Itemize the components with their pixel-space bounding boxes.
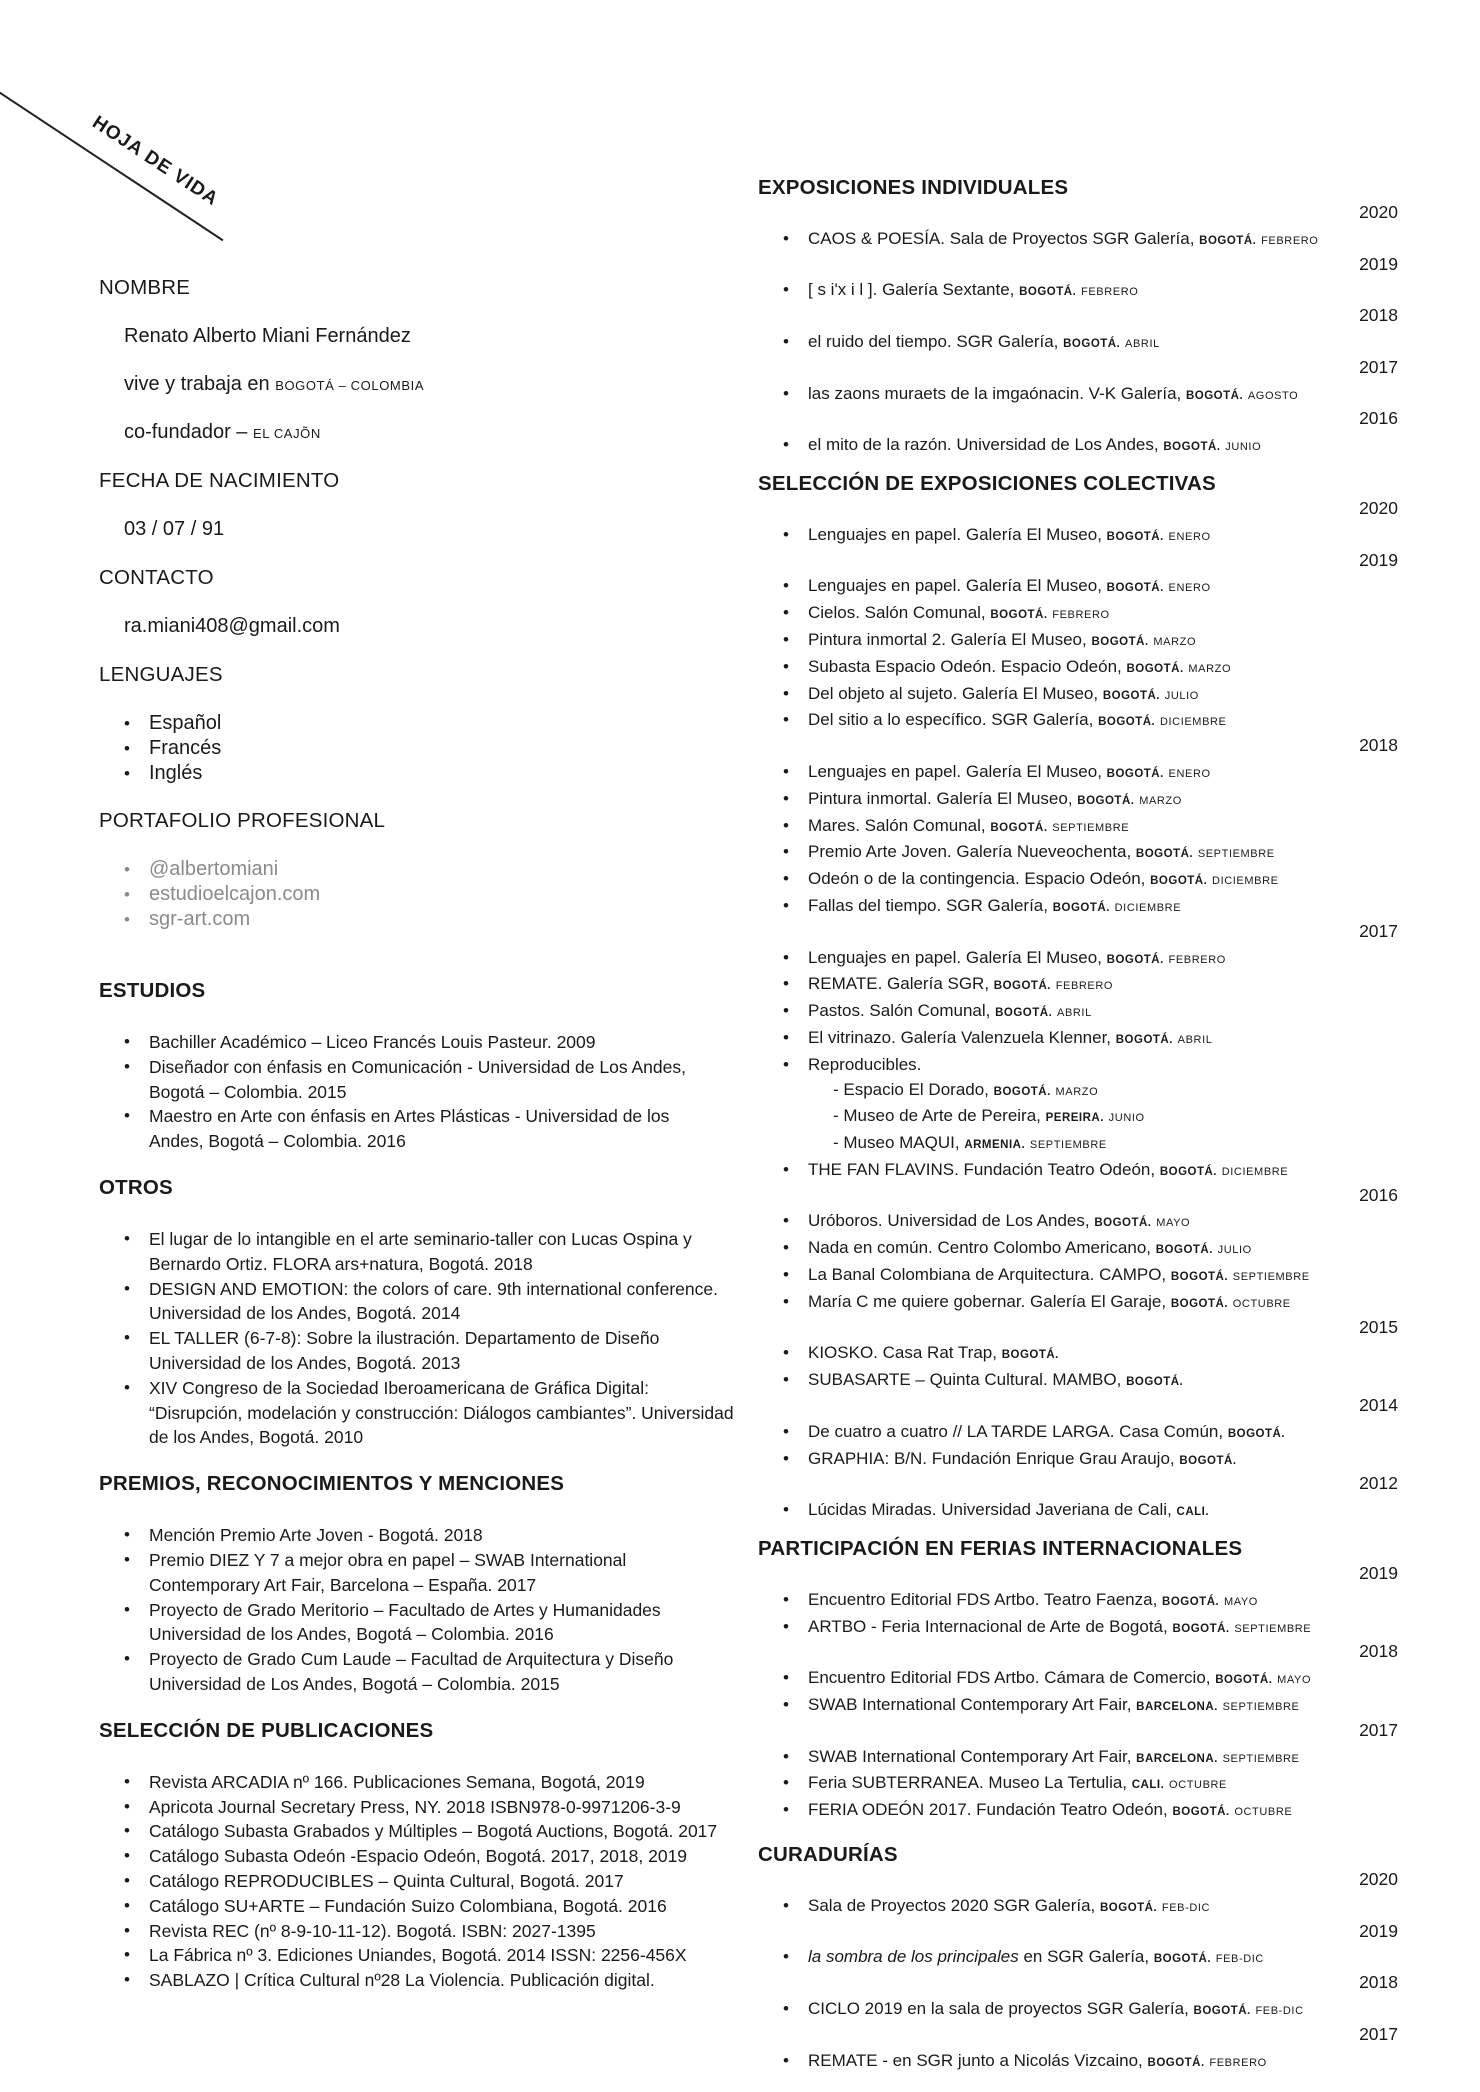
year-label: 2019	[1359, 549, 1398, 570]
year-label-row	[758, 1972, 1398, 1997]
list-item: • XIV Congreso de la Sociedad Iberoamericana de Gráfica Digital: “Disrupción, modelación y construcción: Diálogos cambiantes”. Universidad de los Andes, Bogotá. 2010	[99, 1376, 739, 1450]
year-label-row	[758, 550, 1398, 575]
list-item	[758, 760, 1398, 787]
entry-text: GRAPHIA: B/N. Fundación Enrique Grau Araujo,	[808, 1448, 1180, 1468]
entry-month: ABRIL	[1057, 1007, 1092, 1020]
entry-text: Mares. Salón Comunal,	[808, 815, 991, 835]
entry-month: ENERO	[1168, 767, 1211, 780]
list-item	[758, 972, 1398, 999]
list-item	[758, 840, 1398, 867]
year-label-row	[758, 1869, 1398, 1894]
list-item: • SABLAZO | Crítica Cultural nº28 La Violencia. Publicación digital.	[99, 1968, 749, 1993]
list-item	[758, 1209, 1398, 1236]
entry-text: Lúcidas Miradas. Universidad Javeriana de Cali,	[808, 1500, 1177, 1520]
estudios-heading: ESTUDIOS	[99, 979, 206, 1002]
list-item	[758, 894, 1398, 921]
entry-city: BARCELONA.	[1136, 1752, 1218, 1765]
entry-text: REMATE - en SGR junto a Nicolás Vizcaino,	[808, 2050, 1148, 2070]
list-item	[758, 382, 1398, 409]
portfolio-link[interactable]: • sgr-art.com	[99, 907, 749, 932]
entry-text: Subasta Espacio Odeón. Espacio Odeón,	[808, 656, 1127, 676]
residence	[124, 373, 749, 396]
entry-month: MAYO	[1156, 1217, 1191, 1230]
list-item: • Francés	[99, 736, 749, 761]
year-label-row	[758, 1641, 1398, 1666]
list-item	[758, 601, 1398, 628]
entry-city: BOGOTÁ.	[1001, 1349, 1059, 1362]
entry-city: BOGOTÁ.	[1215, 1674, 1273, 1687]
entry-month: FEBRERO	[1261, 234, 1319, 247]
entry-month: FEBRERO	[1081, 286, 1139, 299]
publicaciones-heading: SELECCIÓN DE PUBLICACIONES	[99, 1718, 434, 1742]
entry-month: SEPTIEMBRE	[1197, 848, 1275, 861]
colectivas-list	[758, 498, 1398, 1525]
list-item	[758, 1053, 1398, 1078]
premios-heading: PREMIOS, RECONOCIMIENTOS Y MENCIONES	[99, 1472, 565, 1496]
sub-list-item	[758, 1078, 1398, 1105]
list-item	[758, 867, 1398, 894]
year-label: 2018	[1359, 305, 1398, 326]
individuales-heading: EXPOSICIONES INDIVIDUALES	[758, 176, 1069, 199]
entry-month: SEPTIEMBRE	[1222, 1752, 1300, 1765]
entry-text: el ruido del tiempo. SGR Galería,	[808, 331, 1064, 351]
entry-text: las zaons muraets de la imgaónacin. V-K Galería,	[808, 383, 1186, 403]
entry-city: BOGOTÁ.	[1172, 1622, 1230, 1635]
list-item	[758, 330, 1398, 357]
entry-city: CALI.	[1131, 1779, 1165, 1792]
entry-text: Nada en común. Centro Colombo Americano,	[808, 1238, 1156, 1258]
corner-diagonal-line	[0, 85, 223, 241]
year-label: 2017	[1359, 2023, 1398, 2044]
entry-text: SUBASARTE – Quinta Cultural. MAMBO,	[808, 1370, 1127, 1390]
year-label-row	[758, 2024, 1398, 2049]
entry-month: SEPTIEMBRE	[1029, 1139, 1107, 1152]
entry-city: BOGOTÁ.	[1106, 767, 1164, 780]
entry-city: BOGOTÁ.	[1102, 689, 1160, 702]
list-item	[758, 1666, 1398, 1693]
entry-city: BOGOTÁ.	[1115, 1033, 1173, 1046]
entry-month: MAYO	[1277, 1674, 1312, 1687]
portafolio-heading: PORTAFOLIO PROFESIONAL	[99, 809, 386, 832]
residence-place: BOGOTÁ – COLOMBIA	[275, 378, 425, 393]
list-item: • Catálogo Subasta Odeón -Espacio Odeón, Bogotá. 2017, 2018, 2019	[99, 1844, 749, 1869]
entry-month: FEBRERO	[1052, 609, 1110, 622]
entry-month: OCTUBRE	[1232, 1297, 1291, 1310]
list-item	[758, 1798, 1398, 1825]
portfolio-link[interactable]: • @albertomiani	[99, 857, 749, 882]
entry-city: BOGOTÁ.	[990, 609, 1048, 622]
entry-month: FEB-DIC	[1215, 1953, 1264, 1966]
list-item	[758, 787, 1398, 814]
entry-text: La Banal Colombiana de Arquitectura. CAMPO,	[808, 1265, 1171, 1285]
lenguajes-heading: LENGUAJES	[99, 663, 223, 686]
entry-text: CICLO 2019 en la sala de proyectos SGR Galería,	[808, 1999, 1194, 2018]
entry-text: María C me quiere gobernar. Galería El Garaje,	[808, 1291, 1171, 1311]
entry-month: MARZO	[1139, 794, 1182, 807]
list-item: • Premio DIEZ Y 7 a mejor obra en papel – SWAB International Contemporary Art Fair, Barcelona – España. 2017	[99, 1548, 719, 1598]
entry-text: Sala de Proyectos 2020 SGR Galería,	[808, 1895, 1100, 1915]
entry-city: BOGOTÁ.	[1135, 848, 1194, 861]
entry-month: OCTUBRE	[1169, 1779, 1227, 1792]
list-item	[758, 1447, 1398, 1474]
residence-prefix: vive y trabaja en	[124, 373, 276, 395]
list-item	[758, 1236, 1398, 1263]
list-item	[758, 1997, 1398, 2024]
colectivas-heading: SELECCIÓN DE EXPOSICIONES COLECTIVAS	[758, 471, 1216, 495]
left-column	[99, 276, 749, 1993]
entry-month: DICIEMBRE	[1212, 875, 1279, 888]
entry-text: Encuentro Editorial FDS Artbo. Cámara de Comercio,	[808, 1668, 1216, 1688]
year-label-row	[758, 735, 1398, 760]
year-label: 2019	[1359, 253, 1398, 274]
languages-list	[99, 711, 749, 786]
list-item	[758, 433, 1398, 460]
year-label-row	[758, 1395, 1398, 1420]
entry-text: SWAB International Contemporary Art Fair,	[808, 1695, 1137, 1715]
entry-month: JULIO	[1217, 1244, 1252, 1257]
list-item: • Catálogo SU+ARTE – Fundación Suizo Colombiana, Bogotá. 2016	[99, 1894, 749, 1919]
entry-month: OCTUBRE	[1234, 1806, 1293, 1819]
entry-month: MAYO	[1223, 1595, 1258, 1608]
entry-city: BOGOTÁ.	[1126, 662, 1184, 675]
entry-text: la sombra de los principales	[808, 1947, 1019, 1967]
entry-month: FEB-DIC	[1161, 1901, 1211, 1914]
entry-text: Lenguajes en papel. Galería El Museo,	[808, 576, 1107, 596]
contacto-heading: CONTACTO	[99, 566, 214, 589]
cofounder	[124, 421, 749, 444]
entry-month: DICIEMBRE	[1221, 1165, 1289, 1178]
entry-city: BOGOTÁ.	[1155, 1244, 1213, 1257]
cofounder-prefix: co-fundador –	[124, 421, 253, 443]
entry-city: BOGOTÁ.	[993, 1085, 1051, 1098]
year-label-row	[758, 1317, 1398, 1342]
entry-month: JULIO	[1164, 689, 1199, 702]
year-label: 2016	[1359, 1184, 1398, 1205]
entry-text: Lenguajes en papel. Galería El Museo,	[808, 761, 1107, 781]
entry-month: FEBRERO	[1209, 2056, 1267, 2069]
year-label: 2014	[1359, 1395, 1398, 1416]
entry-month: SEPTIEMBRE	[1234, 1622, 1312, 1635]
year-label: 2019	[1359, 1563, 1398, 1584]
list-item: • Revista REC (nº 8-9-10-11-12). Bogotá. ISBN: 2027-1395	[99, 1919, 749, 1944]
list-item	[758, 1615, 1398, 1642]
birth-date: 03 / 07 / 91	[124, 518, 225, 540]
entry-text: De cuatro a cuatro // LA TARDE LARGA. Casa Común,	[808, 1421, 1228, 1441]
year-label-row	[758, 1563, 1398, 1588]
year-label-row	[758, 1720, 1398, 1745]
list-item	[758, 1945, 1398, 1972]
year-label-row	[758, 254, 1398, 279]
entry-month: SEPTIEMBRE	[1232, 1271, 1310, 1284]
entry-text: [ s i'x i l ]. Galería Sextante,	[808, 280, 1020, 300]
list-item	[758, 814, 1398, 841]
entry-text: - Museo MAQUI,	[833, 1133, 965, 1153]
year-label-row	[758, 408, 1398, 433]
entry-city: BOGOTÁ.	[1150, 875, 1208, 888]
entry-city: PEREIRA.	[1045, 1112, 1104, 1125]
portfolio-list	[99, 857, 749, 932]
list-item	[758, 2049, 1398, 2076]
entry-text: SWAB International Contemporary Art Fair,	[808, 1746, 1137, 1766]
entry-month: SEPTIEMBRE	[1052, 821, 1130, 834]
list-item	[758, 227, 1398, 254]
entry-city: BOGOTÁ.	[1199, 234, 1257, 247]
entry-month: MARZO	[1055, 1085, 1099, 1098]
entry-text: Del sitio a lo específico. SGR Galería,	[808, 710, 1099, 730]
year-label: 2020	[1359, 202, 1398, 222]
estudios-list	[99, 1030, 719, 1154]
list-item	[758, 1745, 1398, 1772]
list-item	[758, 655, 1398, 682]
entry-city: BOGOTÁ.	[1106, 530, 1164, 543]
year-label: 2017	[1359, 356, 1398, 377]
list-item: • EL TALLER (6-7-8): Sobre la ilustración. Departamento de Diseño Universidad de los Andes, Bogotá. 2013	[99, 1326, 739, 1376]
list-item: • DESIGN AND EMOTION: the colors of care. 9th international conference. Universidad de los Andes, Bogotá. 2014	[99, 1277, 739, 1327]
list-item	[758, 999, 1398, 1026]
year-label-row	[758, 1473, 1398, 1498]
curadurias-heading: CURADURÍAS	[758, 1843, 898, 1867]
year-label-row	[758, 202, 1398, 227]
list-item: • Español	[99, 711, 749, 736]
entry-city: BOGOTÁ.	[1091, 635, 1149, 648]
list-item	[758, 278, 1398, 305]
list-item	[758, 1263, 1398, 1290]
list-item	[758, 1498, 1398, 1525]
entry-city: BOGOTÁ.	[1063, 337, 1121, 350]
year-label-row	[758, 1185, 1398, 1210]
entry-city: BOGOTÁ.	[1094, 1217, 1152, 1230]
entry-city: BOGOTÁ.	[1106, 953, 1164, 966]
entry-text: KIOSKO. Casa Rat Trap,	[808, 1343, 1002, 1363]
list-item	[758, 523, 1398, 550]
entry-month: SEPTIEMBRE	[1222, 1701, 1300, 1714]
entry-month: ABRIL	[1125, 337, 1160, 350]
entry-city: BOGOTÁ.	[990, 821, 1048, 834]
entry-month: MARZO	[1153, 635, 1197, 648]
list-item	[758, 1420, 1398, 1447]
entry-text-cont: en SGR Galería,	[1018, 1947, 1154, 1967]
otros-list	[99, 1227, 739, 1450]
list-item: • El lugar de lo intangible en el arte seminario-taller con Lucas Ospina y Bernardo Ortiz. FLORA ars+natura, Bogotá. 2018	[99, 1227, 739, 1277]
corner-title: HOJA DE VIDA	[88, 112, 223, 211]
fecha-heading: FECHA DE NACIMIENTO	[99, 469, 340, 492]
entry-city: BOGOTÁ.	[1052, 901, 1110, 914]
entry-text: Fallas del tiempo. SGR Galería,	[808, 895, 1053, 915]
entry-month: DICIEMBRE	[1159, 716, 1227, 729]
entry-text: Uróboros. Universidad de Los Andes,	[808, 1211, 1095, 1231]
curadurias-list	[758, 1869, 1398, 2075]
list-item: • Proyecto de Grado Meritorio – Facultado de Artes y Humanidades Universidad de los Andes, Bogotá – Colombia. 2016	[99, 1598, 719, 1648]
entry-text: Encuentro Editorial FDS Artbo. Teatro Faenza,	[808, 1589, 1163, 1609]
entry-text: Lenguajes en papel. Galería El Museo,	[808, 947, 1107, 967]
entry-city: BOGOTÁ.	[1153, 1953, 1212, 1966]
ferias-heading: PARTICIPACIÓN EN FERIAS INTERNACIONALES	[758, 1537, 1243, 1561]
entry-text: THE FAN FLAVINS. Fundación Teatro Odeón,	[808, 1159, 1160, 1179]
entry-text: Feria SUBTERRANEA. Museo La Tertulia,	[808, 1773, 1132, 1793]
list-item: • Maestro en Arte con énfasis en Artes Plásticas - Universidad de los Andes, Bogotá – Colombia. 2016	[99, 1104, 719, 1154]
list-item	[758, 1158, 1398, 1185]
entry-city: BOGOTÁ.	[1172, 1806, 1230, 1819]
entry-text: Del objeto al sujeto. Galería El Museo,	[808, 683, 1103, 703]
nombre-heading: NOMBRE	[99, 276, 191, 299]
list-item	[758, 1771, 1398, 1798]
otros-heading: OTROS	[99, 1175, 173, 1199]
list-item: • Apricota Journal Secretary Press, NY. 2018 ISBN978-0-9971206-3-9	[99, 1795, 749, 1820]
entry-city: BOGOTÁ.	[1170, 1271, 1229, 1284]
year-label: 2016	[1359, 408, 1398, 429]
entry-text: CAOS & POESÍA. Sala de Proyectos SGR Galería,	[808, 228, 1200, 248]
cofounder-place: EL CAJÕN	[252, 426, 321, 441]
entry-text: el mito de la razón. Universidad de Los Andes,	[808, 435, 1164, 455]
entry-month: FEBRERO	[1168, 953, 1226, 966]
entry-city: BOGOTÁ.	[1019, 286, 1077, 299]
list-item	[758, 1894, 1398, 1921]
entry-month: ENERO	[1168, 582, 1211, 595]
entry-month: ENERO	[1168, 530, 1211, 543]
entry-text: Pintura inmortal. Galería El Museo,	[808, 788, 1078, 808]
entry-city: BOGOTÁ.	[1193, 2005, 1251, 2017]
entry-month: AGOSTO	[1247, 389, 1299, 402]
list-item	[758, 946, 1398, 973]
year-label: 2017	[1359, 920, 1398, 941]
entry-month: JUNIO	[1108, 1112, 1145, 1125]
entry-city: BARCELONA.	[1136, 1701, 1218, 1714]
entry-city: BOGOTÁ.	[1100, 1901, 1158, 1914]
right-column	[758, 176, 1398, 2075]
list-item	[758, 574, 1398, 601]
list-item	[758, 1693, 1398, 1720]
year-label-row	[758, 921, 1398, 946]
list-item: • La Fábrica nº 3. Ediciones Uniandes, Bogotá. 2014 ISSN: 2256-456X	[99, 1943, 749, 1968]
list-item: • Mención Premio Arte Joven - Bogotá. 2018	[99, 1523, 719, 1548]
entry-text: REMATE. Galería SGR,	[808, 974, 994, 994]
entry-city: BOGOTÁ.	[1163, 441, 1221, 454]
entry-city: ARMENIA.	[964, 1139, 1026, 1152]
entry-text: - Museo de Arte de Pereira,	[833, 1106, 1046, 1126]
entry-city: BOGOTÁ.	[1126, 1376, 1184, 1389]
entry-city: BOGOTÁ.	[1170, 1297, 1229, 1310]
entry-month: FEBRERO	[1055, 980, 1114, 993]
year-label: 2019	[1359, 1920, 1398, 1941]
publicaciones-list	[99, 1770, 749, 1993]
full-name: Renato Alberto Miani Fernández	[124, 325, 411, 347]
year-label: 2020	[1359, 497, 1398, 518]
entry-city: BOGOTÁ.	[1162, 1595, 1220, 1608]
entry-text: Odeón o de la contingencia. Espacio Odeón,	[808, 869, 1151, 889]
list-item	[758, 1290, 1398, 1317]
year-label-row	[758, 357, 1398, 382]
entry-text: - Espacio El Dorado,	[833, 1079, 994, 1099]
premios-list	[99, 1523, 719, 1697]
individuales-list	[758, 202, 1398, 460]
year-label: 2018	[1359, 735, 1398, 756]
entry-city: BOGOTÁ.	[1077, 794, 1135, 807]
entry-city: BOGOTÁ.	[1159, 1165, 1217, 1178]
entry-city: BOGOTÁ.	[1179, 1454, 1237, 1467]
ferias-list	[758, 1563, 1398, 1825]
entry-month: DICIEMBRE	[1114, 901, 1182, 914]
entry-text: El vitrinazo. Galería Valenzuela Klenner,	[808, 1027, 1116, 1047]
entry-text: Premio Arte Joven. Galería Nueveochenta,	[808, 842, 1136, 862]
sub-list-item	[758, 1104, 1398, 1131]
list-item: • Bachiller Académico – Liceo Francés Louis Pasteur. 2009	[99, 1030, 719, 1055]
entry-month: ABRIL	[1177, 1033, 1213, 1046]
list-item	[758, 1588, 1398, 1615]
entry-city: BOGOTÁ.	[1098, 716, 1156, 729]
year-label-row	[758, 1921, 1398, 1946]
list-item: • Catálogo Subasta Grabados y Múltiples – Bogotá Auctions, Bogotá. 2017	[99, 1819, 749, 1844]
list-item	[758, 708, 1398, 735]
year-label: 2020	[1359, 1869, 1398, 1890]
entry-month: MARZO	[1188, 662, 1232, 675]
entry-text: Pastos. Salón Comunal,	[808, 1001, 996, 1021]
entry-text: ARTBO - Feria Internacional de Arte de Bogotá,	[808, 1616, 1173, 1636]
list-item: • Revista ARCADIA nº 166. Publicaciones Semana, Bogotá, 2019	[99, 1770, 749, 1795]
list-item: • Inglés	[99, 761, 749, 786]
entry-text: Cielos. Salón Comunal,	[808, 603, 991, 623]
list-item: • Catálogo REPRODUCIBLES – Quinta Cultural, Bogotá. 2017	[99, 1869, 749, 1894]
year-label-row	[758, 305, 1398, 330]
year-label-row	[758, 498, 1398, 523]
entry-city: BOGOTÁ.	[1106, 582, 1164, 595]
year-label: 2018	[1359, 1641, 1398, 1662]
year-label: 2017	[1359, 1719, 1398, 1740]
entry-month: FEB-DIC	[1255, 2005, 1304, 2017]
entry-text: FERIA ODEÓN 2017. Fundación Teatro Odeón,	[808, 1800, 1173, 1820]
entry-month: JUNIO	[1225, 441, 1262, 454]
entry-city: BOGOTÁ.	[1147, 2056, 1205, 2069]
entry-text: Lenguajes en papel. Galería El Museo,	[808, 524, 1107, 544]
entry-city: BOGOTÁ.	[1227, 1427, 1286, 1440]
list-item	[758, 628, 1398, 655]
year-label: 2018	[1359, 1972, 1398, 1993]
list-item: • Proyecto de Grado Cum Laude – Facultad de Arquitectura y Diseño Universidad de Los Andes, Bogotá – Colombia. 2015	[99, 1647, 719, 1697]
list-item	[758, 682, 1398, 709]
entry-text: Pintura inmortal 2. Galería El Museo,	[808, 629, 1092, 649]
entry-text: Reproducibles.	[808, 1054, 922, 1074]
list-item	[758, 1026, 1398, 1053]
year-label: 2012	[1359, 1473, 1398, 1494]
entry-city: BOGOTÁ.	[993, 980, 1051, 993]
entry-city: CALI.	[1176, 1506, 1210, 1519]
year-label: 2015	[1359, 1316, 1398, 1337]
list-item	[758, 1368, 1398, 1395]
entry-city: BOGOTÁ.	[995, 1007, 1053, 1020]
entry-city: BOGOTÁ.	[1185, 389, 1244, 402]
list-item: • Diseñador con énfasis en Comunicación - Universidad de Los Andes, Bogotá – Colombia. 2015	[99, 1055, 719, 1105]
list-item	[758, 1341, 1398, 1368]
email-address: ra.miani408@gmail.com	[124, 615, 340, 637]
portfolio-link[interactable]: • estudioelcajon.com	[99, 882, 749, 907]
sub-list-item	[758, 1131, 1398, 1158]
